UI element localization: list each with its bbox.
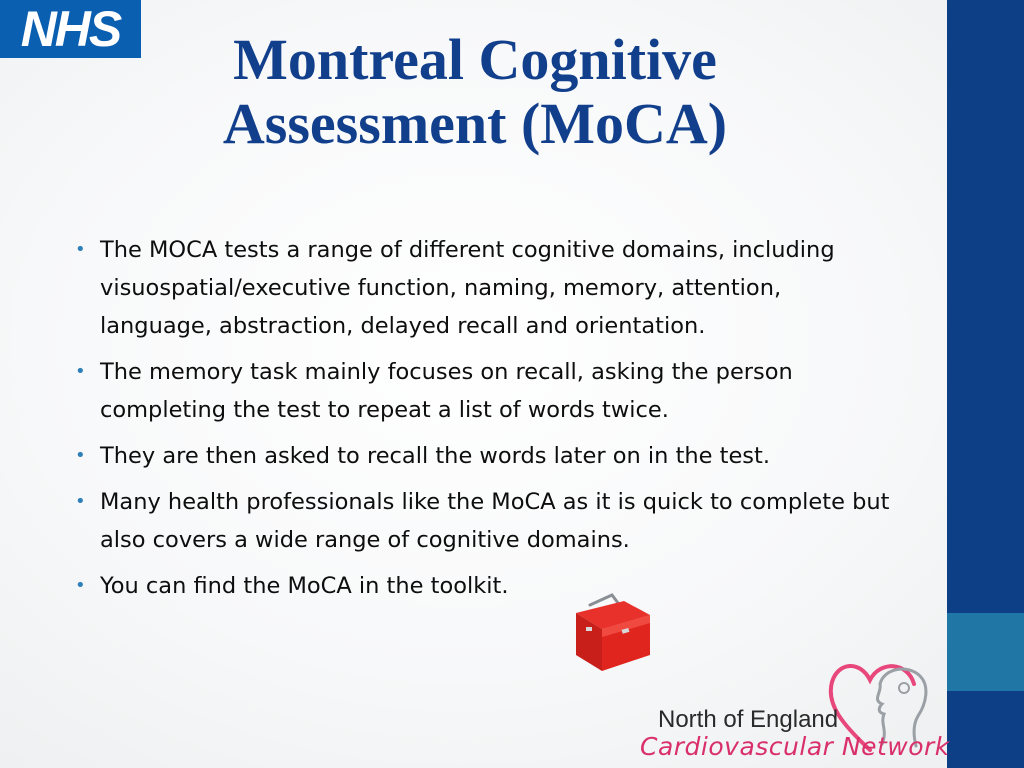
bullet-text: The MOCA tests a range of different cognitive domains, including visuospatial/executive function, naming, memory, attention, language, abstraction, delayed recall and orientation. — [100, 237, 835, 339]
network-logo-line2: Cardiovascular Network — [640, 732, 950, 761]
bullet-text: You can find the MoCA in the toolkit. — [100, 573, 509, 599]
network-logo — [640, 654, 950, 768]
bullet-text: They are then asked to recall the words later on in the test. — [100, 443, 771, 469]
slide-title-line1: Montreal Cognitive — [233, 27, 717, 92]
bullet-icon: • — [75, 491, 86, 512]
bullet-item — [75, 483, 895, 559]
bullet-item — [75, 567, 895, 605]
nhs-logo-text: NHS — [20, 1, 121, 57]
slide-title — [150, 28, 800, 156]
bullet-list — [75, 231, 895, 613]
bullet-item — [75, 353, 895, 429]
nhs-logo — [0, 0, 141, 58]
bullet-icon: • — [75, 445, 86, 466]
network-logo-line1: North of England — [658, 706, 839, 733]
bullet-icon: • — [75, 361, 86, 382]
bullet-item — [75, 231, 895, 345]
bullet-item — [75, 437, 895, 475]
bullet-text: The memory task mainly focuses on recall, asking the person completing the test to repeat a list of words twice. — [100, 359, 793, 423]
bullet-icon: • — [75, 239, 86, 260]
bullet-text: Many health professionals like the MoCA as it is quick to complete but also covers a wide range of cognitive domains. — [100, 489, 890, 553]
bullet-icon: • — [75, 575, 86, 596]
slide-title-line2: Assessment (MoCA) — [222, 91, 728, 156]
side-accent — [947, 613, 1024, 691]
